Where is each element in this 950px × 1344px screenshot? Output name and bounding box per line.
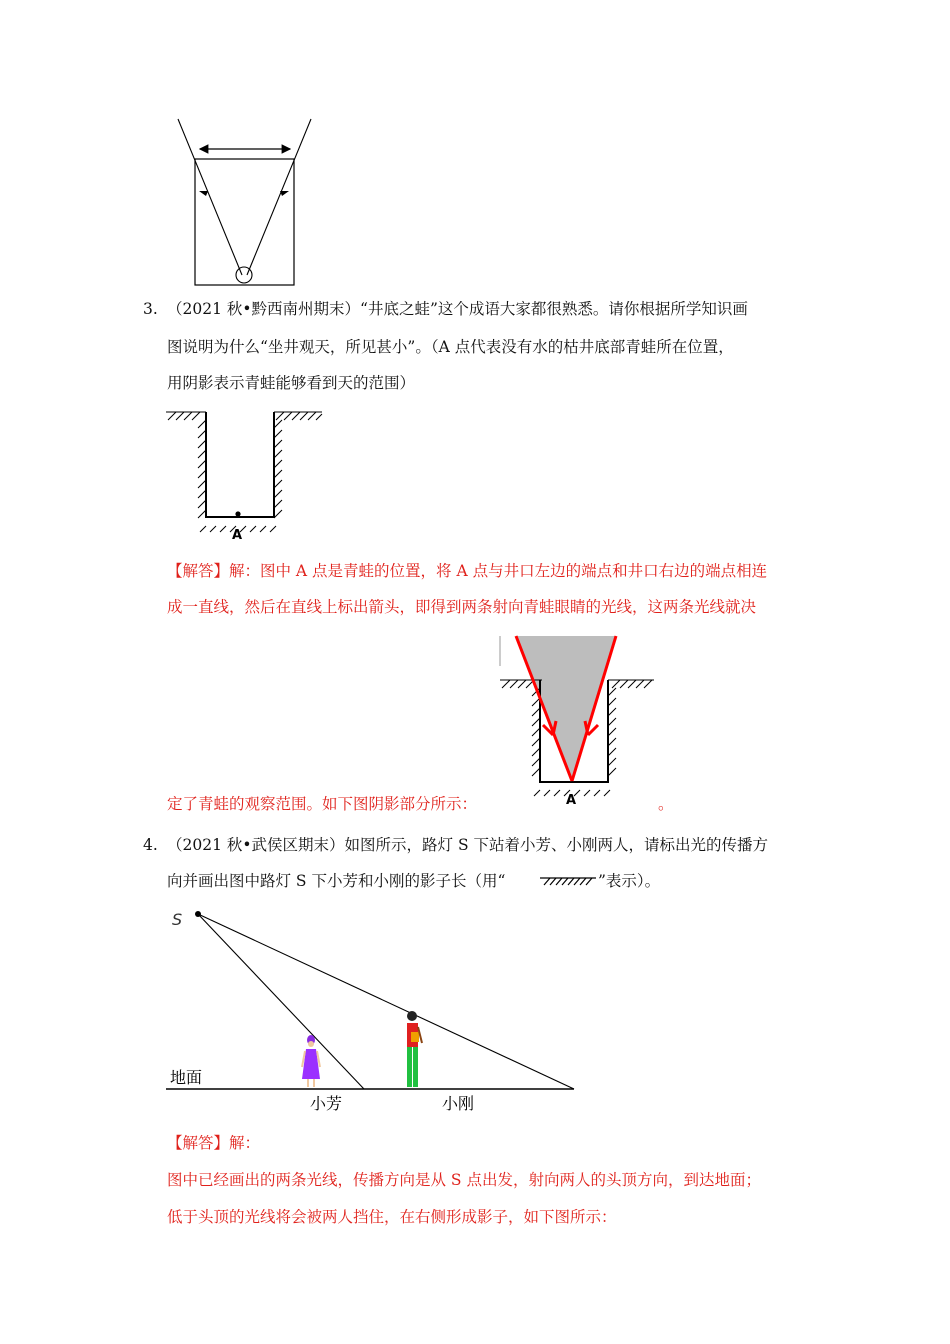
well-outline: [195, 159, 294, 285]
left-ray-arrow: [199, 191, 208, 196]
answer-point-a-label: A: [566, 793, 577, 808]
ray-to-xiaogang: [198, 914, 574, 1089]
visible-sky-shade: [516, 636, 616, 781]
top-well-figure: [170, 115, 320, 290]
ray-to-xiaofang: [198, 914, 364, 1089]
q3-answer-figure: [498, 636, 658, 808]
well-walls: [206, 412, 274, 517]
q3-answer-line-3: 定了青蛙的观察范围。如下图阴影部分所示：: [167, 795, 478, 813]
q4-answer-title: 【解答】解：: [167, 1134, 261, 1152]
xiaofang-label: 小芳: [310, 1094, 343, 1113]
q3-line-3: 用阴影表示青蛙能够看到天的范围）: [167, 374, 416, 392]
q4-answer-line-1: 图中已经画出的两条光线，传播方向是从 S 点出发，射向两人的头顶方向，到达地面；: [167, 1171, 761, 1189]
q3-well-figure: [164, 408, 324, 543]
xiaofang-figure: [302, 1035, 320, 1087]
q3-number: 3.: [143, 300, 158, 318]
right-ray-arrow: [280, 191, 289, 196]
ground-label: 地面: [170, 1068, 203, 1087]
q4-answer-line-2: 低于头顶的光线将会被两人挡住，在右侧形成影子，如下图所示：: [167, 1208, 617, 1226]
left-ray: [178, 119, 242, 275]
frog-eye-circle: [236, 267, 252, 283]
q4-line-1: （2021 秋•武侯区期末）如图所示，路灯 S 下站着小芳、小刚两人，请标出光的传播方: [167, 836, 768, 854]
q3-line-1: （2021 秋•黔西南州期末）“井底之蛙”这个成语大家都很熟悉。请你根据所学知识画: [167, 300, 748, 318]
point-a-label: A: [232, 528, 243, 543]
q4-line-2a: 向并画出图中路灯 S 下小芳和小刚的影子长（用“: [167, 872, 506, 890]
lamp-s-label: S: [172, 910, 183, 929]
q3-answer-line-2: 成一直线，然后在直线上标出箭头，即得到两条射向青蛙眼睛的光线，这两条光线就决: [167, 598, 757, 616]
q3-answer-line-1: 【解答】解：图中 A 点是青蛙的位置，将 A 点与井口左边的端点和井口右边的端点相连: [167, 562, 768, 580]
q4-line-2b: ”表示）。: [598, 872, 661, 890]
point-a: [235, 511, 240, 516]
right-ray: [247, 119, 311, 275]
q3-answer-line-3-end: 。: [658, 795, 674, 813]
q4-streetlamp-figure: [160, 905, 590, 1120]
q4-number: 4.: [143, 836, 158, 854]
shadow-hatch-symbol: [540, 875, 596, 887]
xiaogang-label: 小刚: [442, 1094, 475, 1113]
xiaogang-figure: [407, 1011, 422, 1087]
q3-line-2: 图说明为什么“坐井观天，所见甚小”。（A 点代表没有水的枯井底部青蛙所在位置，: [167, 338, 734, 356]
right-red-arrow: [585, 721, 598, 735]
